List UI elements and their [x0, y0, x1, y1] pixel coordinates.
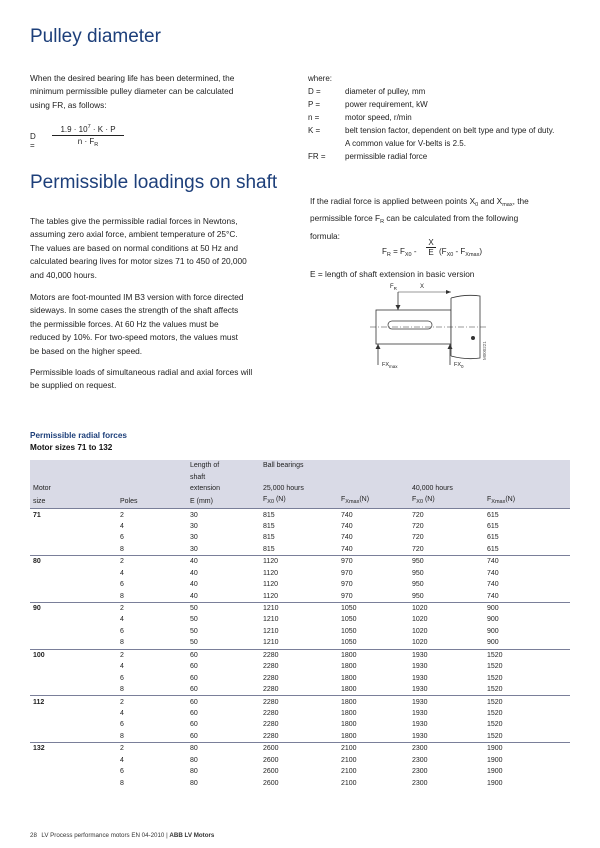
cell-length: 60 [190, 732, 198, 740]
cell-fxmax-25000: 740 [341, 545, 353, 553]
cell-fxmax-40000: 615 [484, 509, 570, 521]
diagram-code: M000221 [482, 341, 487, 360]
cell-motor-size [30, 755, 117, 766]
cell-fxmax-40000: 1520 [487, 732, 503, 740]
cell-fxmax-40000: 1520 [487, 686, 503, 694]
cell-fxmax-40000: 900 [487, 639, 499, 647]
cell-poles: 4 [120, 522, 124, 530]
cell-fxmax-40000: 1900 [487, 779, 503, 787]
cell-fx0-25000: 1210 [263, 616, 279, 624]
cell-poles: 4 [120, 569, 124, 577]
definition-row: FR = permissible radial force [308, 152, 428, 161]
definition-row: P = power requirement, kW [308, 100, 428, 109]
cell-poles: 6 [120, 627, 124, 635]
header-ball-bearings: Ball bearings [263, 462, 304, 470]
cell-motor-size [30, 532, 117, 543]
cell-motor-size [30, 590, 117, 602]
para-line: assuming zero axial force, ambient temperature of 25°C. [30, 229, 238, 240]
table-row [30, 556, 570, 568]
header-25000-hours: 25,000 hours [263, 485, 304, 493]
header-fx0: $F_{X0}$ (N) [263, 496, 286, 506]
cell-fx0-40000: 2300 [412, 779, 428, 787]
cell-fx0-25000: 815 [263, 522, 275, 530]
cell-motor-size: 112 [30, 696, 117, 708]
table-body [30, 509, 570, 789]
cell-fxmax-25000: 1800 [341, 709, 357, 717]
cell-fxmax-25000: 970 [341, 581, 353, 589]
loadings-para-1 [30, 215, 295, 282]
cell-fxmax-40000: 1520 [484, 696, 570, 708]
cell-motor-size [30, 521, 117, 532]
cell-fxmax-40000: 740 [484, 556, 570, 568]
where-label: where: [308, 74, 333, 83]
shaft-diagram [370, 282, 505, 372]
para-line: The values are based on normal conditions at 50 Hz and [30, 242, 239, 253]
cell-fx0-40000: 1020 [412, 616, 428, 624]
cell-fxmax-25000: 1050 [341, 616, 357, 624]
cell-motor-size [30, 544, 117, 556]
para-line: The tables give the permissible radial forces in Newtons, [30, 216, 238, 226]
cell-fx0-25000: 1210 [263, 639, 279, 647]
radial-force-intro [310, 195, 580, 243]
cell-motor-size [30, 708, 117, 719]
para-line: the permissible forces. At 60 Hz the values must be [30, 318, 219, 329]
cell-motor-size [30, 614, 117, 625]
cell-poles: 2 [117, 602, 187, 614]
para-line: reduced by 10%. For two-speed motors, the values must [30, 332, 238, 343]
cell-fxmax-40000: 1520 [487, 709, 503, 717]
intro-line: When the desired bearing life has been determined, the [30, 73, 235, 83]
cell-fx0-40000: 2300 [412, 756, 428, 764]
cell-fx0-40000: 1930 [412, 732, 428, 740]
cell-fxmax-25000: 2100 [341, 768, 357, 776]
formula-lhs: D = [30, 132, 36, 150]
cell-length: 60 [190, 674, 198, 682]
cell-fxmax-40000: 1520 [487, 674, 503, 682]
header-fxmax: $F_{Xmax}(N)$ [487, 496, 516, 506]
header-length: E (mm) [190, 497, 213, 505]
cell-length: 80 [190, 756, 198, 764]
header-size: size [33, 497, 46, 505]
cell-fx0-25000: 1120 [263, 581, 279, 589]
cell-fxmax-40000: 740 [487, 592, 499, 600]
section-title-pulley: Pulley diameter [30, 26, 161, 47]
definition-row: K = belt tension factor, dependent on belt type and type of duty. A common value for V-belts is 2.5. [308, 126, 555, 148]
cell-length: 40 [190, 592, 198, 600]
page-number: 28 [30, 832, 37, 839]
cell-poles: 2 [117, 509, 187, 521]
cell-fx0-25000: 2600 [263, 768, 279, 776]
cell-fx0-40000: 1020 [412, 627, 428, 635]
cell-fx0-25000: 1120 [263, 569, 279, 577]
cell-length: 80 [187, 743, 260, 755]
cell-fxmax-40000: 740 [487, 569, 499, 577]
header-poles: Poles [120, 497, 138, 505]
cell-fxmax-40000: 615 [487, 522, 499, 530]
diagram-fx0-label: $FX_0$ [454, 362, 464, 369]
table-row [30, 509, 570, 521]
cell-poles: 2 [117, 649, 187, 661]
table-header-row [30, 494, 570, 509]
cell-length: 60 [190, 721, 198, 729]
cell-fx0-40000: 1930 [412, 721, 428, 729]
cell-fx0-40000: 720 [412, 522, 424, 530]
cell-fxmax-40000: 615 [487, 545, 499, 553]
cell-fxmax-25000: 740 [341, 522, 353, 530]
cell-fxmax-25000: 1800 [341, 721, 357, 729]
cell-fxmax-25000: 1050 [338, 602, 409, 614]
cell-fxmax-25000: 970 [341, 592, 353, 600]
table-row [30, 614, 570, 625]
cell-fx0-25000: 815 [260, 509, 338, 521]
header-length: extension [190, 485, 220, 493]
cell-length: 50 [190, 616, 198, 624]
cell-length: 30 [190, 522, 198, 530]
para-line: be based on the higher speed. [30, 345, 143, 356]
section-title-loadings: Permissible loadings on shaft [30, 172, 278, 193]
table-row [30, 661, 570, 672]
cell-fx0-40000: 950 [412, 581, 424, 589]
cell-fx0-25000: 2280 [263, 686, 279, 694]
table-row [30, 626, 570, 637]
cell-fxmax-40000: 1900 [484, 743, 570, 755]
cell-poles: 4 [120, 616, 124, 624]
cell-fx0-25000: 2280 [263, 674, 279, 682]
cell-fxmax-25000: 1800 [341, 663, 357, 671]
table-row [30, 777, 570, 788]
cell-fxmax-25000: 740 [338, 509, 409, 521]
cell-fx0-40000: 950 [412, 569, 424, 577]
cell-fxmax-25000: 740 [341, 534, 353, 542]
table-row [30, 637, 570, 649]
table-row [30, 532, 570, 543]
para-line: be supplied on request. [30, 380, 117, 391]
cell-fx0-40000: 720 [409, 509, 484, 521]
cell-poles: 6 [120, 581, 124, 589]
cell-fxmax-25000: 1050 [341, 639, 357, 647]
formula-fraction [52, 124, 124, 148]
table-title: Permissible radial forces [30, 431, 127, 440]
loadings-para-2 [30, 291, 295, 358]
cell-fx0-40000: 720 [412, 534, 424, 542]
table-row [30, 579, 570, 590]
cell-poles: 2 [117, 743, 187, 755]
cell-motor-size: 71 [30, 509, 117, 521]
diagram-fxmax-label: $FX_{max}$ [382, 362, 398, 369]
cell-poles: 8 [120, 732, 124, 740]
cell-fxmax-25000: 2100 [341, 756, 357, 764]
table-row [30, 672, 570, 683]
table-header-row [30, 471, 570, 482]
cell-fx0-25000: 1120 [260, 556, 338, 568]
cell-fx0-25000: 2600 [263, 756, 279, 764]
cell-fx0-40000: 1020 [412, 639, 428, 647]
intro-line: using FR, as follows: [30, 99, 107, 110]
cell-length: 30 [187, 509, 260, 521]
table-row [30, 755, 570, 766]
table-header-row [30, 483, 570, 494]
cell-fxmax-40000: 1520 [487, 721, 503, 729]
table-row [30, 743, 570, 755]
cell-length: 60 [187, 696, 260, 708]
loadings-para-3 [30, 366, 295, 393]
cell-fx0-40000: 1930 [409, 649, 484, 661]
table-row [30, 590, 570, 602]
cell-fx0-40000: 720 [412, 545, 424, 553]
radial-force-table [30, 460, 570, 789]
cell-length: 50 [190, 627, 198, 635]
cell-fxmax-40000: 1900 [487, 768, 503, 776]
table-row [30, 696, 570, 708]
definition-row: D = diameter of pulley, mm [308, 87, 426, 96]
cell-motor-size [30, 568, 117, 579]
para-line: permissible force $F_R$ can be calculated from the following [310, 213, 519, 226]
cell-fxmax-25000: 2100 [338, 743, 409, 755]
cell-motor-size [30, 637, 117, 649]
cell-length: 50 [187, 602, 260, 614]
cell-motor-size: 100 [30, 649, 117, 661]
footer-brand: ABB LV Motors [169, 832, 215, 839]
definitions-list [308, 72, 575, 163]
formula-xe-fraction: X E [426, 238, 436, 257]
cell-motor-size [30, 672, 117, 683]
cell-length: 60 [190, 709, 198, 717]
cell-motor-size: 132 [30, 743, 117, 755]
cell-fxmax-25000: 2100 [341, 779, 357, 787]
cell-motor-size [30, 731, 117, 743]
table-row [30, 649, 570, 661]
header-length: Length of [190, 462, 220, 470]
cell-fx0-40000: 1930 [412, 674, 428, 682]
para-line: sideways. In some cases the strength of the shaft affects [30, 305, 239, 316]
cell-fx0-25000: 2280 [263, 663, 279, 671]
table-header-row [30, 460, 570, 471]
footer [30, 824, 214, 842]
diagram-fr-label: $F_R$ [390, 284, 397, 291]
cell-poles: 2 [117, 556, 187, 568]
diagram-x-label: X [420, 284, 425, 290]
cell-fx0-40000: 950 [412, 592, 424, 600]
cell-length: 60 [190, 686, 198, 694]
pulley-intro [30, 72, 290, 112]
header-40000-hours: 40,000 hours [412, 485, 453, 493]
cell-fxmax-40000: 900 [487, 616, 499, 624]
cell-poles: 8 [120, 545, 124, 553]
cell-fxmax-40000: 1520 [487, 663, 503, 671]
cell-poles: 4 [120, 709, 124, 717]
cell-fx0-25000: 2280 [260, 696, 338, 708]
header-fx0: $F_{X0}$ (N) [412, 496, 435, 506]
cell-fx0-40000: 950 [409, 556, 484, 568]
cell-poles: 8 [120, 639, 124, 647]
cell-fxmax-25000: 1050 [341, 627, 357, 635]
cell-fxmax-40000: 615 [487, 534, 499, 542]
table-subtitle: Motor sizes 71 to 132 [30, 443, 113, 452]
cell-fx0-40000: 2300 [412, 768, 428, 776]
cell-motor-size [30, 579, 117, 590]
cell-fxmax-40000: 1900 [487, 756, 503, 764]
cell-poles: 4 [120, 756, 124, 764]
header-motor: Motor [33, 485, 51, 493]
table-row [30, 684, 570, 696]
cell-poles: 8 [120, 779, 124, 787]
cell-poles: 6 [120, 674, 124, 682]
cell-fx0-25000: 2280 [263, 709, 279, 717]
footer-text: LV Process performance motors EN 04-2010 [41, 832, 165, 839]
cell-length: 30 [190, 545, 198, 553]
cell-fx0-25000: 2280 [260, 649, 338, 661]
cell-fxmax-25000: 1800 [341, 674, 357, 682]
cell-fx0-40000: 1930 [412, 663, 428, 671]
formula-denominator: $n \cdot F_R$ [77, 137, 99, 148]
cell-fx0-40000: 1930 [412, 709, 428, 717]
para-line: Permissible loads of simultaneous radial and axial forces will [30, 367, 253, 377]
table-row [30, 521, 570, 532]
table-row [30, 708, 570, 719]
cell-fxmax-40000: 900 [484, 602, 570, 614]
cell-poles: 6 [120, 768, 124, 776]
cell-fxmax-25000: 1800 [341, 686, 357, 694]
cell-motor-size [30, 626, 117, 637]
header-fxmax: $F_{Xmax}(N)$ [341, 496, 370, 506]
cell-motor-size: 90 [30, 602, 117, 614]
cell-length: 60 [187, 649, 260, 661]
para-line: Motors are foot-mounted IM B3 version with force directed [30, 292, 244, 302]
cell-fxmax-25000: 1800 [338, 696, 409, 708]
cell-fxmax-25000: 970 [338, 556, 409, 568]
cell-fxmax-25000: 970 [341, 569, 353, 577]
cell-length: 50 [190, 639, 198, 647]
cell-poles: 2 [117, 696, 187, 708]
cell-length: 40 [187, 556, 260, 568]
cell-fx0-25000: 2600 [263, 779, 279, 787]
cell-fx0-25000: 1120 [263, 592, 279, 600]
cell-fx0-25000: 1210 [260, 602, 338, 614]
cell-fx0-25000: 1210 [263, 627, 279, 635]
cell-length: 60 [190, 663, 198, 671]
para-line: and 40,000 hours. [30, 269, 97, 280]
cell-fx0-40000: 2300 [409, 743, 484, 755]
cell-poles: 6 [120, 534, 124, 542]
cell-fx0-25000: 815 [263, 534, 275, 542]
cell-fx0-25000: 2280 [263, 732, 279, 740]
cell-motor-size [30, 719, 117, 730]
cell-motor-size [30, 777, 117, 788]
cell-fx0-25000: 2600 [260, 743, 338, 755]
table-row [30, 731, 570, 743]
cell-poles: 8 [120, 686, 124, 694]
formula-numerator: $1.9 \cdot 10^7 \cdot K \cdot P$ [52, 124, 124, 136]
cell-length: 30 [190, 534, 198, 542]
table-row [30, 568, 570, 579]
para-line: If the radial force is applied between points $X_0$ and $X_{max}$, the [310, 196, 529, 208]
definition-row: n = motor speed, r/min [308, 113, 412, 122]
e-definition: E = length of shaft extension in basic version [310, 269, 475, 279]
cell-fx0-25000: 815 [263, 545, 275, 553]
cell-fx0-25000: 2280 [263, 721, 279, 729]
cell-poles: 6 [120, 721, 124, 729]
cell-poles: 4 [120, 663, 124, 671]
cell-fx0-40000: 1930 [412, 686, 428, 694]
cell-length: 80 [190, 768, 198, 776]
header-length: shaft [190, 473, 206, 481]
cell-fxmax-40000: 900 [487, 627, 499, 635]
table-row [30, 766, 570, 777]
table-row [30, 602, 570, 614]
cell-motor-size: 80 [30, 556, 117, 568]
cell-fx0-40000: 1930 [409, 696, 484, 708]
footer-separator: | [164, 832, 170, 839]
cell-fxmax-25000: 1800 [341, 732, 357, 740]
cell-motor-size [30, 766, 117, 777]
cell-poles: 8 [120, 592, 124, 600]
cell-fx0-40000: 1020 [409, 602, 484, 614]
cell-motor-size [30, 684, 117, 696]
cell-fxmax-25000: 1800 [338, 649, 409, 661]
cell-fxmax-40000: 740 [487, 581, 499, 589]
para-line: formula: [310, 230, 340, 241]
cell-length: 80 [190, 779, 198, 787]
table-row [30, 544, 570, 556]
cell-length: 40 [190, 581, 198, 589]
intro-line: minimum permissible pulley diameter can be calculated [30, 86, 234, 97]
table-row [30, 719, 570, 730]
cell-fxmax-40000: 1520 [484, 649, 570, 661]
cell-length: 40 [190, 569, 198, 577]
para-line: calculated bearing lives for motor sizes 71 to 450 of 20,000 [30, 256, 247, 267]
cell-motor-size [30, 661, 117, 672]
table [30, 460, 570, 789]
